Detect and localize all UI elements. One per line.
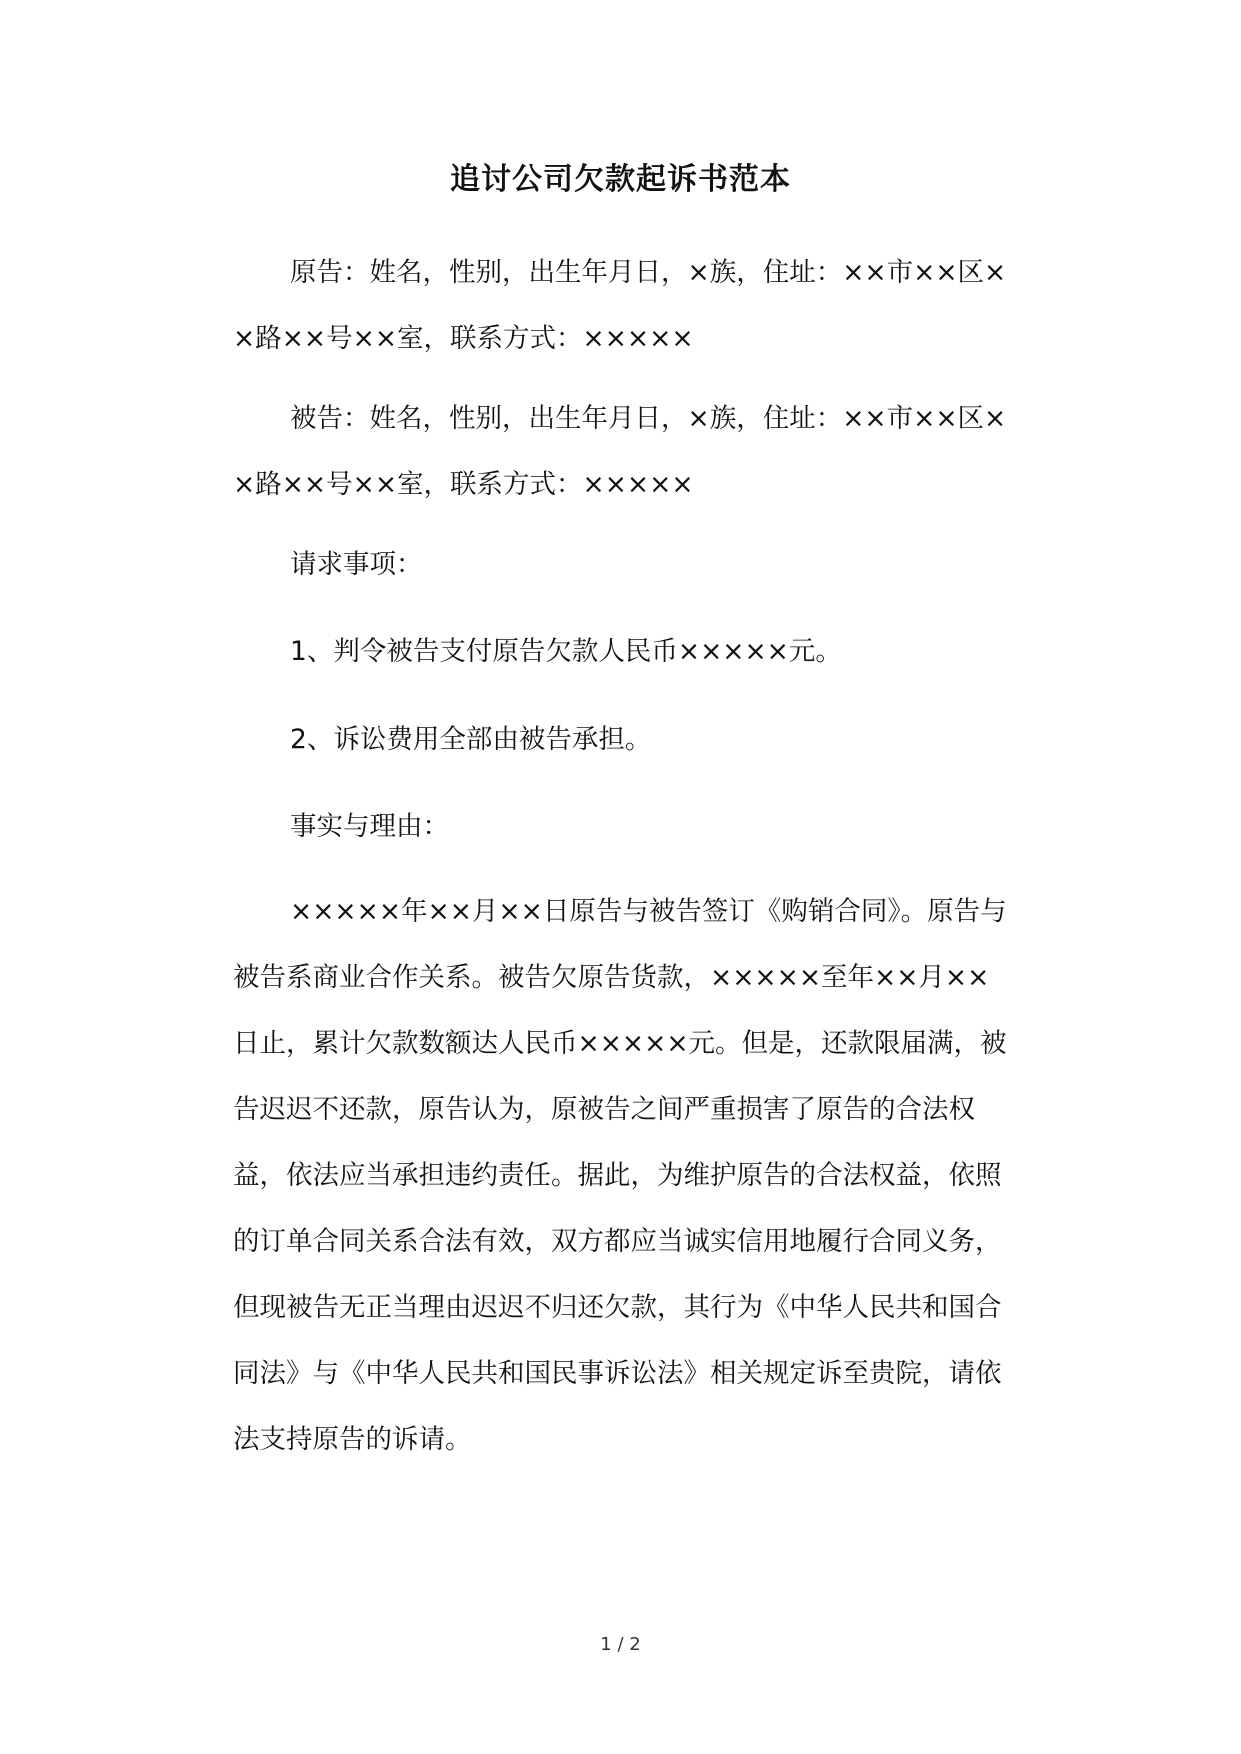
facts-paragraph: ×××××年××月××日原告与被告签订《购销合同》。原告与被告系商业合作关系。被告欠原告货款，×××××至年××月××日止，累计欠款数额达人民币×××××元。但是，还款限届满，被告迟迟不还款，原告认为，原被告之间严重损害了原告的合法权益，依法应当承担违约责任。据此，为维护原告的合法权益，依照的订单合同关系合法有效，双方都应当诚实信用地履行合同义务，但现被告无正当理由迟迟不归还欠款，其行为《中华人民共和国合同法》与《中华人民共和国民事诉讼法》相关规定诉至贵院，请依法支持原告的诉请。 [233, 896, 1007, 1455]
page-number: 1 / 2 [600, 1634, 641, 1655]
defendant-paragraph: 被告：姓名，性别，出生年月日，×族，住址：××市××区××路××号××室，联系方式：××××× [233, 403, 1007, 500]
claims-heading: 请求事项： [290, 549, 423, 580]
claim-item-2: 2、诉讼费用全部由被告承担。 [290, 724, 652, 755]
document-title: 追讨公司欠款起诉书范本 [450, 162, 791, 197]
plaintiff-paragraph: 原告：姓名，性别，出生年月日，×族，住址：××市××区××路××号××室，联系方式：××××× [233, 257, 1007, 354]
facts-heading: 事实与理由： [290, 811, 449, 842]
claim-item-1: 1、判令被告支付原告欠款人民币×××××元。 [290, 636, 842, 667]
